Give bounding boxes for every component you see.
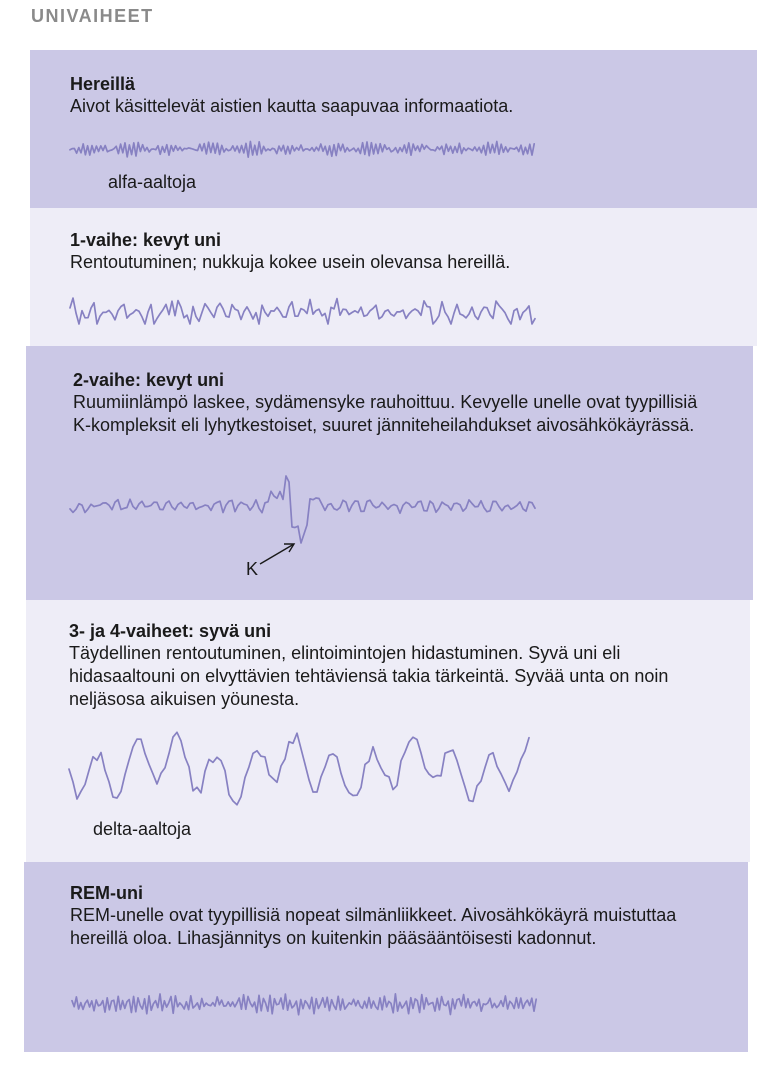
stage-awake-panel [30,50,757,208]
stage-1-wave-trace [70,298,535,324]
alpha-wave-trace [70,142,534,158]
delta-wave-label: delta-aaltoja [93,819,192,839]
stage-1-description: Rentoutuminen; nukkuja kokee usein olevansa hereillä. [70,252,511,272]
stage-3-4-title: 3- ja 4-vaiheet: syvä uni [69,621,272,641]
alpha-wave-label: alfa-aaltoja [108,172,197,192]
stage-rem-panel [24,862,748,1052]
stage-awake-description: Aivot käsittelevät aistien kautta saapuvaa informaatiota. [70,96,514,116]
delta-wave [69,722,534,812]
stage-2-wave-trace [70,476,535,543]
stage-rem-title: REM-uni [70,883,143,903]
stage-2-wave [70,466,540,556]
stage-3-4-description: Täydellinen rentoutuminen, elintoimintojen hidastuminen. Syvä uni eli hidasaaltouni on elvyttävien tehtäviensä takia tärkeintä. Syvää unta on noin neljäsosa aikuisen yöunesta. [69,643,669,709]
stage-1-panel [30,208,757,346]
stage-2-description: Ruumiinlämpö laskee, sydämensyke rauhoittuu. Kevyelle unelle ovat tyypillisiä K-kompleksit eli lyhytkestoiset, suuret jänniteheilahdukset aivosähkökäyrässä. [73,392,698,435]
page-heading: UNIVAIHEET [31,6,154,26]
stage-3-4-panel [26,600,750,862]
stage-1-wave [70,290,540,330]
k-complex-arrow-icon [256,538,300,568]
stage-1-title: 1-vaihe: kevyt uni [70,230,222,250]
stage-2-title: 2-vaihe: kevyt uni [73,370,225,390]
stage-2-panel [26,346,753,600]
stage-awake-title: Hereillä [70,74,136,94]
k-complex-label: K [246,559,259,579]
delta-wave-trace [69,732,529,805]
rem-wave-trace [72,994,536,1015]
stage-rem-description: REM-unelle ovat tyypillisiä nopeat silmänliikkeet. Aivosähkökäyrä muistuttaa hereillä oloa. Lihasjännitys on kuitenkin pääsääntöisesti kadonnut. [70,905,677,948]
rem-wave [72,984,542,1024]
alpha-wave [70,132,540,166]
